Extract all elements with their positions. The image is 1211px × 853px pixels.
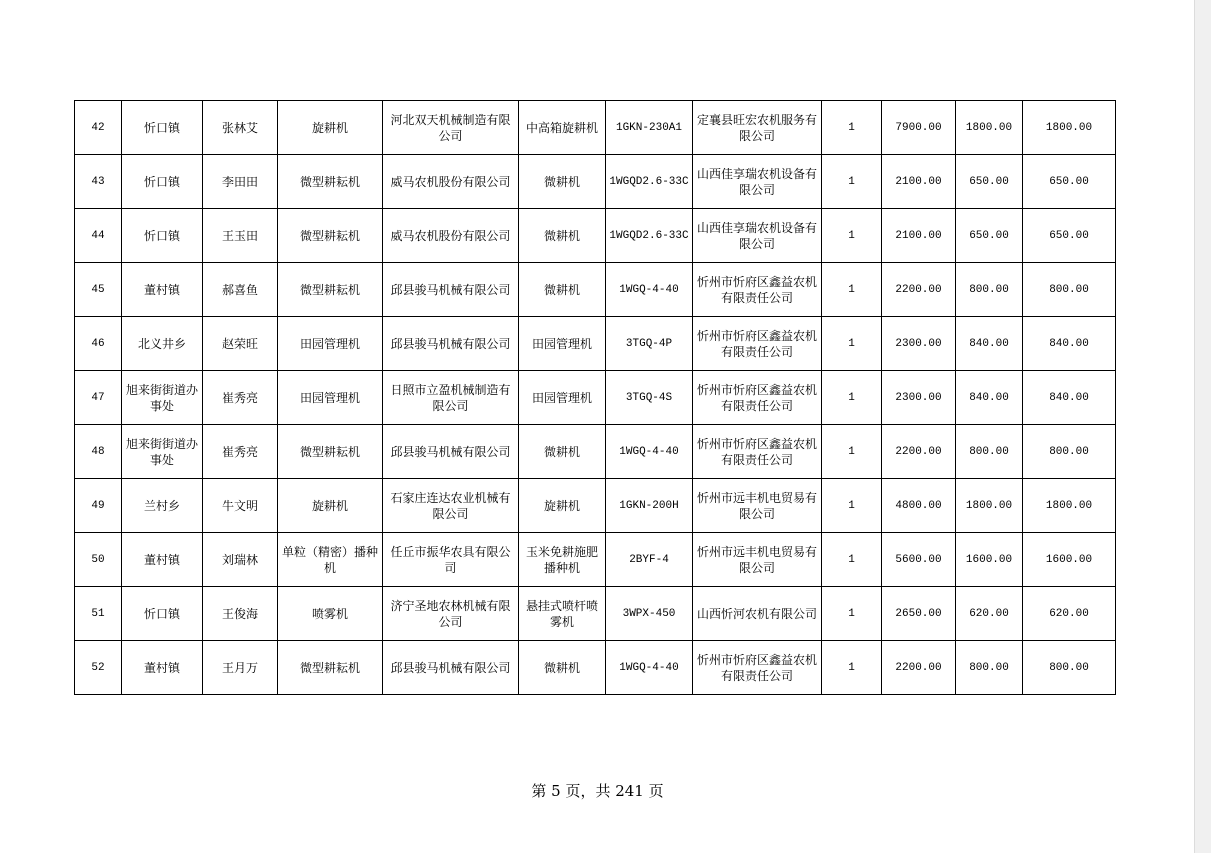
cell-row-number: 51 <box>75 587 122 641</box>
cell-applicant-name: 王月万 <box>203 641 278 695</box>
cell-applicant-name: 王俊海 <box>203 587 278 641</box>
cell-model: 1WGQ-4-40 <box>606 425 693 479</box>
cell-applicant-name: 崔秀亮 <box>203 425 278 479</box>
cell-model: 1WGQD2.6-33C <box>606 209 693 263</box>
cell-machine-category: 旋耕机 <box>278 101 383 155</box>
cell-product-name: 田园管理机 <box>519 371 606 425</box>
cell-applicant-name: 张林艾 <box>203 101 278 155</box>
cell-machine-category: 微型耕耘机 <box>278 641 383 695</box>
cell-quantity: 1 <box>822 371 882 425</box>
cell-sale-price: 4800.00 <box>882 479 956 533</box>
cell-product-name: 旋耕机 <box>519 479 606 533</box>
cell-model: 1WGQ-4-40 <box>606 263 693 317</box>
cell-machine-category: 单粒（精密）播种机 <box>278 533 383 587</box>
cell-township: 忻口镇 <box>122 101 203 155</box>
cell-product-name: 微耕机 <box>519 641 606 695</box>
cell-dealer: 山西佳享瑞农机设备有限公司 <box>693 209 822 263</box>
cell-sale-price: 2300.00 <box>882 317 956 371</box>
cell-township: 旭来街街道办事处 <box>122 425 203 479</box>
cell-total-subsidy: 650.00 <box>1023 209 1116 263</box>
cell-manufacturer: 威马农机股份有限公司 <box>383 209 519 263</box>
table-row <box>75 425 1116 479</box>
cell-product-name: 微耕机 <box>519 155 606 209</box>
cell-total-subsidy: 1800.00 <box>1023 479 1116 533</box>
table-row <box>75 317 1116 371</box>
cell-applicant-name: 赵荣旺 <box>203 317 278 371</box>
cell-product-name: 微耕机 <box>519 209 606 263</box>
table-row <box>75 533 1116 587</box>
cell-township: 董村镇 <box>122 641 203 695</box>
cell-township: 旭来街街道办事处 <box>122 371 203 425</box>
cell-applicant-name: 崔秀亮 <box>203 371 278 425</box>
cell-township: 忻口镇 <box>122 155 203 209</box>
cell-model: 1GKN-200H <box>606 479 693 533</box>
cell-manufacturer: 邱县骏马机械有限公司 <box>383 425 519 479</box>
cell-model: 1GKN-230A1 <box>606 101 693 155</box>
cell-township: 兰村乡 <box>122 479 203 533</box>
cell-dealer: 定襄县旺宏农机服务有限公司 <box>693 101 822 155</box>
cell-dealer: 山西佳享瑞农机设备有限公司 <box>693 155 822 209</box>
cell-total-subsidy: 1800.00 <box>1023 101 1116 155</box>
page-footer: 第 5 页，共 241 页 <box>531 782 664 800</box>
cell-quantity: 1 <box>822 101 882 155</box>
table-row <box>75 263 1116 317</box>
cell-row-number: 47 <box>75 371 122 425</box>
cell-manufacturer: 日照市立盈机械制造有限公司 <box>383 371 519 425</box>
cell-machine-category: 喷雾机 <box>278 587 383 641</box>
cell-quantity: 1 <box>822 155 882 209</box>
cell-sale-price: 2200.00 <box>882 641 956 695</box>
cell-quantity: 1 <box>822 209 882 263</box>
cell-subsidy-amount: 620.00 <box>956 587 1023 641</box>
cell-sale-price: 5600.00 <box>882 533 956 587</box>
cell-product-name: 玉米免耕施肥播种机 <box>519 533 606 587</box>
cell-total-subsidy: 1600.00 <box>1023 533 1116 587</box>
cell-total-subsidy: 800.00 <box>1023 641 1116 695</box>
cell-quantity: 1 <box>822 263 882 317</box>
cell-township: 北义井乡 <box>122 317 203 371</box>
cell-manufacturer: 邱县骏马机械有限公司 <box>383 263 519 317</box>
cell-quantity: 1 <box>822 317 882 371</box>
cell-row-number: 52 <box>75 641 122 695</box>
cell-machine-category: 微型耕耘机 <box>278 209 383 263</box>
table-row <box>75 371 1116 425</box>
cell-sale-price: 2100.00 <box>882 209 956 263</box>
cell-product-name: 田园管理机 <box>519 317 606 371</box>
cell-sale-price: 2300.00 <box>882 371 956 425</box>
vertical-scrollbar[interactable] <box>1194 0 1211 853</box>
cell-subsidy-amount: 650.00 <box>956 209 1023 263</box>
cell-machine-category: 微型耕耘机 <box>278 263 383 317</box>
cell-model: 2BYF-4 <box>606 533 693 587</box>
cell-product-name: 中高箱旋耕机 <box>519 101 606 155</box>
cell-quantity: 1 <box>822 533 882 587</box>
table-row <box>75 155 1116 209</box>
cell-township: 董村镇 <box>122 533 203 587</box>
cell-machine-category: 田园管理机 <box>278 317 383 371</box>
cell-manufacturer: 邱县骏马机械有限公司 <box>383 641 519 695</box>
cell-quantity: 1 <box>822 587 882 641</box>
cell-dealer: 忻州市远丰机电贸易有限公司 <box>693 479 822 533</box>
cell-sale-price: 2200.00 <box>882 425 956 479</box>
cell-applicant-name: 郝喜鱼 <box>203 263 278 317</box>
cell-applicant-name: 刘瑞林 <box>203 533 278 587</box>
cell-total-subsidy: 800.00 <box>1023 425 1116 479</box>
cell-total-subsidy: 840.00 <box>1023 317 1116 371</box>
cell-applicant-name: 牛文明 <box>203 479 278 533</box>
cell-row-number: 42 <box>75 101 122 155</box>
cell-total-subsidy: 800.00 <box>1023 263 1116 317</box>
cell-subsidy-amount: 840.00 <box>956 371 1023 425</box>
cell-sale-price: 2100.00 <box>882 155 956 209</box>
cell-subsidy-amount: 1800.00 <box>956 101 1023 155</box>
cell-model: 3TGQ-4P <box>606 317 693 371</box>
cell-manufacturer: 石家庄连达农业机械有限公司 <box>383 479 519 533</box>
cell-sale-price: 2650.00 <box>882 587 956 641</box>
table-row <box>75 587 1116 641</box>
cell-row-number: 46 <box>75 317 122 371</box>
cell-machine-category: 旋耕机 <box>278 479 383 533</box>
table-row <box>75 209 1116 263</box>
cell-subsidy-amount: 840.00 <box>956 317 1023 371</box>
subsidy-table <box>74 100 1116 695</box>
cell-machine-category: 微型耕耘机 <box>278 155 383 209</box>
cell-sale-price: 2200.00 <box>882 263 956 317</box>
cell-model: 1WGQD2.6-33C <box>606 155 693 209</box>
cell-row-number: 44 <box>75 209 122 263</box>
cell-subsidy-amount: 650.00 <box>956 155 1023 209</box>
cell-model: 1WGQ-4-40 <box>606 641 693 695</box>
cell-product-name: 微耕机 <box>519 425 606 479</box>
cell-machine-category: 田园管理机 <box>278 371 383 425</box>
cell-row-number: 49 <box>75 479 122 533</box>
table-row <box>75 479 1116 533</box>
cell-total-subsidy: 620.00 <box>1023 587 1116 641</box>
cell-total-subsidy: 650.00 <box>1023 155 1116 209</box>
cell-dealer: 忻州市忻府区鑫益农机有限责任公司 <box>693 317 822 371</box>
cell-township: 忻口镇 <box>122 209 203 263</box>
cell-subsidy-amount: 1800.00 <box>956 479 1023 533</box>
cell-dealer: 忻州市忻府区鑫益农机有限责任公司 <box>693 371 822 425</box>
cell-applicant-name: 李田田 <box>203 155 278 209</box>
cell-row-number: 50 <box>75 533 122 587</box>
cell-quantity: 1 <box>822 425 882 479</box>
cell-manufacturer: 邱县骏马机械有限公司 <box>383 317 519 371</box>
cell-dealer: 忻州市忻府区鑫益农机有限责任公司 <box>693 425 822 479</box>
cell-manufacturer: 济宁圣地农林机械有限公司 <box>383 587 519 641</box>
cell-dealer: 忻州市忻府区鑫益农机有限责任公司 <box>693 641 822 695</box>
cell-applicant-name: 王玉田 <box>203 209 278 263</box>
cell-dealer: 忻州市远丰机电贸易有限公司 <box>693 533 822 587</box>
cell-manufacturer: 任丘市振华农具有限公司 <box>383 533 519 587</box>
cell-subsidy-amount: 800.00 <box>956 263 1023 317</box>
cell-subsidy-amount: 800.00 <box>956 425 1023 479</box>
cell-subsidy-amount: 800.00 <box>956 641 1023 695</box>
cell-row-number: 45 <box>75 263 122 317</box>
cell-dealer: 山西忻河农机有限公司 <box>693 587 822 641</box>
cell-sale-price: 7900.00 <box>882 101 956 155</box>
cell-product-name: 悬挂式喷杆喷雾机 <box>519 587 606 641</box>
cell-total-subsidy: 840.00 <box>1023 371 1116 425</box>
table-row <box>75 101 1116 155</box>
cell-manufacturer: 威马农机股份有限公司 <box>383 155 519 209</box>
cell-product-name: 微耕机 <box>519 263 606 317</box>
cell-quantity: 1 <box>822 641 882 695</box>
cell-dealer: 忻州市忻府区鑫益农机有限责任公司 <box>693 263 822 317</box>
cell-machine-category: 微型耕耘机 <box>278 425 383 479</box>
cell-township: 董村镇 <box>122 263 203 317</box>
cell-row-number: 48 <box>75 425 122 479</box>
table-row <box>75 641 1116 695</box>
cell-quantity: 1 <box>822 479 882 533</box>
cell-row-number: 43 <box>75 155 122 209</box>
cell-model: 3TGQ-4S <box>606 371 693 425</box>
cell-subsidy-amount: 1600.00 <box>956 533 1023 587</box>
cell-model: 3WPX-450 <box>606 587 693 641</box>
cell-manufacturer: 河北双天机械制造有限公司 <box>383 101 519 155</box>
cell-township: 忻口镇 <box>122 587 203 641</box>
